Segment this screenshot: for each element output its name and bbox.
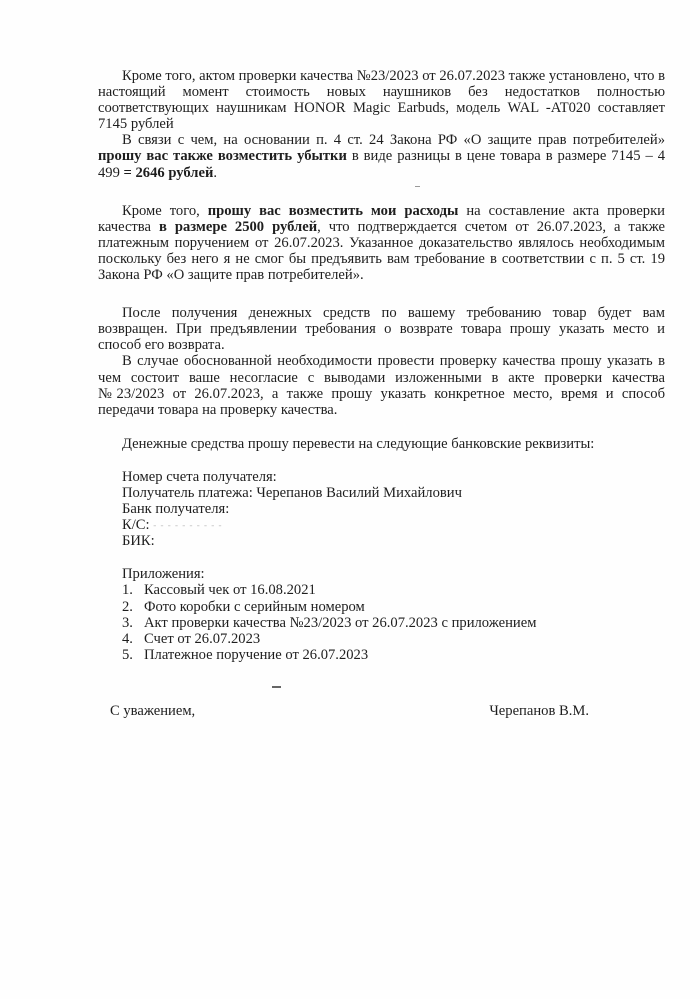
bank-name-label: Банк получателя: [122, 501, 230, 518]
emphasis-request-losses: прошу вас также возместить убытки [98, 148, 347, 165]
signature-name: Черепанов В.М. [489, 702, 589, 719]
paragraph-compensation-expenses: Кроме того, прошу вас возместить мои расходы на составление акта проверки качества в размере 2500 рублей, что подтверждается счетом от 26.07.2023, а также платежным поручением от 26.07.2023. Указанное доказательство являлось необходимым поскольку без него я не смог бы предъявить вам требование в соответствии с п. 5 ст. 19 Закона РФ «О защите прав потребителей». [98, 202, 666, 284]
bank-details [98, 469, 665, 549]
paragraph-bank-transfer: Денежные средства прошу перевести на следующие банковские реквизиты: [122, 435, 595, 452]
attachment-item: 4. Счет от 26.07.2023 [122, 630, 261, 647]
correspondent-account-row [122, 517, 665, 533]
attachment-item: 5. Платежное поручение от 26.07.2023 [122, 646, 369, 663]
paragraph-product-return: После получения денежных средств по вашему требованию товар будет вам возвращен. При предъявлении требования о возврате товара прошу указать место и способ его возврата. [98, 305, 665, 354]
correspondent-account-label: К/С: [122, 517, 150, 534]
emphasis-amount-expenses: в размере 2500 рублей [158, 218, 318, 235]
attachments [98, 566, 665, 663]
paragraph-compensation-losses: В связи с чем, на основании п. 4 ст. 24 Закона РФ «О защите прав потребителей» прошу вас также возместить убытки в виде разницы в цене товара в размере 7145 – 4 499 = 2646 рублей. [98, 132, 665, 181]
signature-block [98, 703, 665, 719]
attachments-title: Приложения: [122, 566, 205, 583]
emphasis-request-expenses: прошу вас возместить мои расходы [207, 202, 459, 219]
attachment-item: 2. Фото коробки с серийным номером [122, 598, 365, 615]
closing-regards: С уважением, [110, 702, 196, 719]
attachment-item: 3. Акт проверки качества №23/2023 от 26.07.2023 с приложением [122, 614, 537, 631]
redacted-value: - - - - - - - - - - [153, 520, 223, 531]
attachment-item: 1. Кассовый чек от 16.08.2021 [122, 582, 316, 599]
account-number-label: Номер счета получателя: [122, 468, 277, 485]
letter-body [98, 68, 665, 719]
paragraph-quality-check: В случае обоснованной необходимости провести проверку качества прошу указать в чем состоит ваше несогласие с выводами изложенными в акте проверки качества №23/2023 от 26.07.2023, а также прошу указать конкретное место, время и способ передачи товара на проверку качества. [98, 353, 665, 418]
paragraph-market-price: Кроме того, актом проверки качества №23/2023 от 26.07.2023 также установлено, что в настоящий момент стоимость новых наушников без недостатков полностью соответствующих наушникам HONOR Magic Earbuds, модель WAL -AT020 составляет 7145 рублей [98, 68, 665, 133]
attachments-list [122, 582, 665, 662]
emphasis-amount-difference: = 2646 рублей [123, 164, 214, 181]
recipient-label: Получатель платежа: Черепанов Василий Михайлович [122, 484, 462, 501]
bik-label: БИК: [122, 533, 155, 550]
